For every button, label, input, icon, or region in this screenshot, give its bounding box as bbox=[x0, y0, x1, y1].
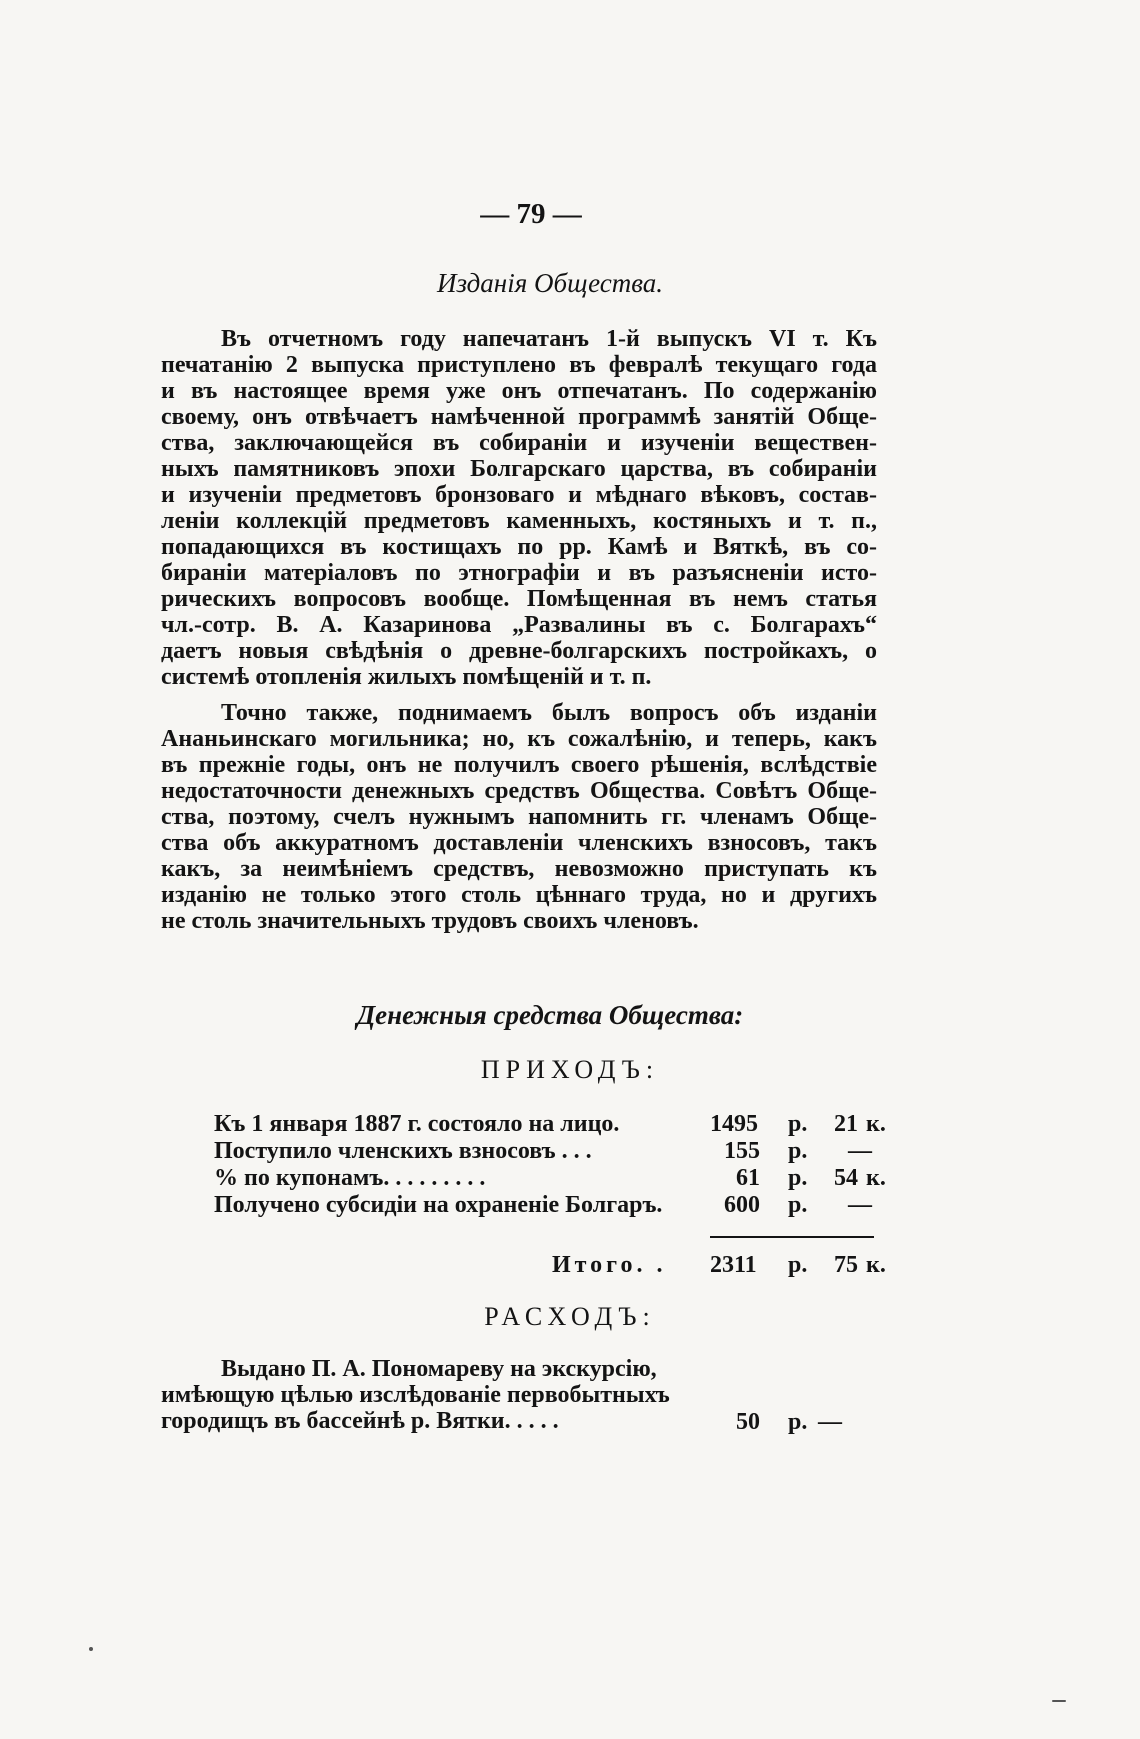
ledger-label: Къ 1 января 1887 г. состояло на лицо. bbox=[214, 1111, 620, 1137]
scan-speck bbox=[89, 1647, 93, 1651]
paragraph-publications bbox=[161, 326, 877, 690]
text-line: Ананьинскаго могильника; но, къ сожалѣнію, и теперь, какъ bbox=[161, 726, 877, 752]
section-heading-funds: Денежныя средства Общества: bbox=[356, 1000, 744, 1030]
section-heading-publications: Изданія Общества. bbox=[436, 268, 664, 298]
ledger-kopecks: 54 bbox=[834, 1165, 858, 1191]
text-line: леніи коллекцій предметовъ каменныхъ, костяныхъ и т. п., bbox=[161, 508, 877, 534]
ledger-row bbox=[214, 1192, 878, 1219]
total-label: Итого. . bbox=[552, 1252, 667, 1278]
text-line: въ прежніе годы, онъ не получилъ своего рѣшенія, вслѣдствіе bbox=[161, 752, 877, 778]
ledger-kopecks: 21 bbox=[834, 1111, 858, 1137]
expense-heading: РАСХОДЪ: bbox=[484, 1302, 656, 1331]
text-line: Точно также, поднимаемъ былъ вопросъ объ изданіи bbox=[221, 700, 877, 726]
scan-speck bbox=[1052, 1700, 1066, 1702]
text-line: какъ, за неимѣніемъ средствъ, невозможно приступать къ bbox=[161, 856, 877, 882]
text-line: бираніи матеріаловъ по этнографіи и въ разъясненіи исто- bbox=[161, 560, 877, 586]
text-line: попадающихся въ костищахъ по рр. Камѣ и Вяткѣ, въ со- bbox=[161, 534, 877, 560]
ledger-r: р. bbox=[788, 1165, 808, 1191]
ledger-k: к. bbox=[866, 1111, 886, 1137]
text-line: недостаточности денежныхъ средствъ Общества. Совѣтъ Обще- bbox=[161, 778, 877, 804]
ledger-r: р. bbox=[788, 1138, 808, 1164]
text-line: печатанію 2 выпуска приступлено въ февралѣ текущаго года bbox=[161, 352, 877, 378]
ledger-row bbox=[214, 1111, 886, 1138]
ledger-rubles: 1495 bbox=[710, 1111, 758, 1137]
ledger-k: к. bbox=[866, 1165, 886, 1191]
text-line: городищъ въ бассейнѣ р. Вятки. . . . . bbox=[161, 1408, 559, 1434]
text-line: и въ настоящее время уже онъ отпечатанъ. По содержанію bbox=[161, 378, 877, 404]
text-line: изданію не только этого столь цѣннаго труда, но и другихъ bbox=[161, 882, 877, 908]
text-line: рическихъ вопросовъ вообще. Помѣщенная въ немъ статья bbox=[161, 586, 877, 612]
text-line: не столь значительныхъ трудовъ своихъ членовъ. bbox=[161, 908, 699, 934]
ledger-rubles: 600 bbox=[724, 1192, 760, 1218]
total-kopecks: 75 bbox=[834, 1252, 858, 1278]
ledger-row bbox=[214, 1138, 878, 1165]
text-line: Выдано П. А. Пономареву на экскурсію, bbox=[221, 1356, 657, 1382]
ledger-label: Поступило членскихъ взносовъ . . . bbox=[214, 1138, 592, 1164]
text-line: и изученіи предметовъ бронзоваго и мѣднаго вѣковъ, состав- bbox=[161, 482, 877, 508]
total-rule bbox=[710, 1236, 874, 1238]
total-k: к. bbox=[866, 1252, 886, 1278]
text-line: ныхъ памятниковъ эпохи Болгарскаго царства, въ собираніи bbox=[161, 456, 877, 482]
expense-rubles: 50 bbox=[736, 1409, 760, 1435]
ledger-kopecks: — bbox=[848, 1138, 872, 1164]
ledger-rubles: 61 bbox=[736, 1165, 760, 1191]
text-line: даетъ новыя свѣдѣнія о древне-болгарскихъ постройкахъ, о bbox=[161, 638, 877, 664]
text-line: чл.-сотр. В. А. Казаринова „Развалины въ с. Болгарахъ“ bbox=[161, 612, 877, 638]
text-line: ства объ аккуратномъ доставленіи членскихъ взносовъ, такъ bbox=[161, 830, 877, 856]
page-number: — 79 — bbox=[480, 198, 582, 230]
expense-r: р. bbox=[788, 1409, 808, 1435]
expense-kopecks: — bbox=[818, 1409, 842, 1435]
text-line: ства, поэтому, счелъ нужнымъ напомнить гг. членамъ Обще- bbox=[161, 804, 877, 830]
ledger-r: р. bbox=[788, 1111, 808, 1137]
ledger-label: % по купонамъ. . . . . . . . . bbox=[214, 1165, 486, 1191]
ledger-total-row bbox=[214, 1252, 886, 1279]
ledger-row bbox=[214, 1165, 886, 1192]
text-line: ства, заключающейся въ собираніи и изученіи веществен- bbox=[161, 430, 877, 456]
total-rubles: 2311 bbox=[710, 1252, 757, 1278]
ledger-r: р. bbox=[788, 1192, 808, 1218]
text-line: имѣющую цѣлью изслѣдованіе первобытныхъ bbox=[161, 1382, 670, 1408]
text-line: системѣ отопленія жилыхъ помѣщеній и т. п. bbox=[161, 664, 652, 690]
total-r: р. bbox=[788, 1252, 808, 1278]
text-line: своему, онъ отвѣчаетъ намѣченной программѣ занятій Обще- bbox=[161, 404, 877, 430]
expense-amount-row bbox=[214, 1409, 878, 1436]
paragraph-funding bbox=[161, 700, 877, 934]
text-line: Въ отчетномъ году напечатанъ 1-й выпускъ VI т. Къ bbox=[221, 326, 877, 352]
income-heading: ПРИХОДЪ: bbox=[480, 1055, 660, 1084]
ledger-label: Получено субсидіи на охраненіе Болгаръ. bbox=[214, 1192, 663, 1218]
ledger-rubles: 155 bbox=[724, 1138, 760, 1164]
ledger-kopecks: — bbox=[848, 1192, 872, 1218]
